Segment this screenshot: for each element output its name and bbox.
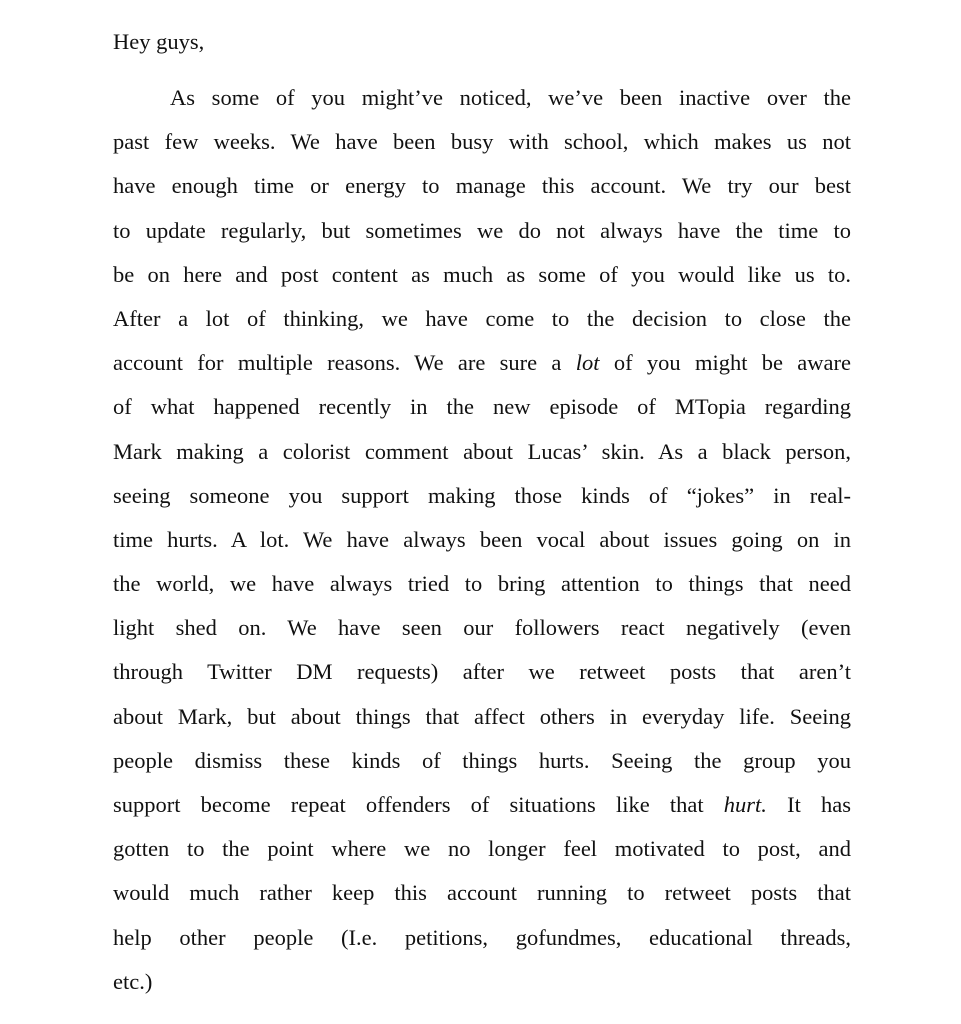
text-run: past few weeks. We have been busy with school, which makes us not	[113, 129, 851, 155]
paragraph-line	[113, 783, 851, 827]
paragraph-line	[113, 871, 851, 915]
text-run: support become repeat offenders of situations like that	[113, 792, 724, 817]
text-run: through Twitter DM requests) after we retweet posts that aren’t	[113, 659, 851, 685]
paragraph-line	[113, 341, 851, 385]
paragraph-line	[113, 739, 851, 783]
paragraph-line	[113, 253, 851, 297]
text-run: After a lot of thinking, we have come to the decision to close the	[113, 305, 851, 331]
main-paragraph	[113, 76, 851, 1004]
text-run: account for multiple reasons. We are sure a	[113, 350, 576, 376]
paragraph-line	[113, 430, 851, 474]
paragraph-line	[113, 650, 851, 694]
text-run: help other people (I.e. petitions, gofundmes, educational threads,	[113, 924, 851, 950]
text-run: gotten to the point where we no longer feel motivated to post, and	[113, 836, 851, 862]
text-run: It has	[766, 792, 851, 817]
text-run: etc.)	[113, 968, 153, 994]
italic-text: hurt.	[723, 792, 767, 817]
text-run: have enough time or energy to manage this account. We try our best	[113, 173, 851, 199]
paragraph-line	[113, 518, 851, 562]
text-run: be on here and post content as much as some of you would like us to.	[113, 261, 851, 287]
text-run: As some of you might’ve noticed, we’ve been inactive over the	[170, 85, 851, 110]
text-run: would much rather keep this account running to retweet posts that	[113, 880, 851, 906]
text-run: people dismiss these kinds of things hurts. Seeing the group you	[113, 747, 851, 773]
paragraph-line	[113, 76, 851, 120]
text-run: about Mark, but about things that affect others in everyday life. Seeing	[113, 703, 851, 729]
text-run: of you might be aware	[599, 350, 852, 376]
paragraph-line	[113, 606, 851, 650]
paragraph-line	[113, 164, 851, 208]
document-body	[113, 22, 851, 1004]
greeting-line: Hey guys,	[113, 29, 205, 54]
paragraph-line	[113, 297, 851, 341]
text-run: Mark making a colorist comment about Lucas’ skin. As a black person,	[113, 438, 851, 464]
paragraph-line	[113, 960, 851, 1004]
paragraph-line	[113, 474, 851, 518]
paragraph-line	[113, 695, 851, 739]
text-run: of what happened recently in the new episode of MTopia regarding	[113, 394, 851, 420]
paragraph-line	[113, 385, 851, 429]
paragraph-line	[113, 562, 851, 606]
text-run: the world, we have always tried to bring attention to things that need	[113, 571, 851, 597]
paragraph-line	[113, 120, 851, 164]
paragraph-line	[113, 827, 851, 871]
italic-text: lot	[575, 350, 600, 376]
text-run: time hurts. A lot. We have always been vocal about issues going on in	[113, 526, 851, 552]
paragraph-line	[113, 916, 851, 960]
paragraph-line	[113, 209, 851, 253]
text-run: seeing someone you support making those kinds of “jokes” in real-	[113, 482, 851, 508]
text-run: to update regularly, but sometimes we do not always have the time to	[113, 217, 851, 243]
text-run: light shed on. We have seen our followers react negatively (even	[113, 615, 851, 641]
